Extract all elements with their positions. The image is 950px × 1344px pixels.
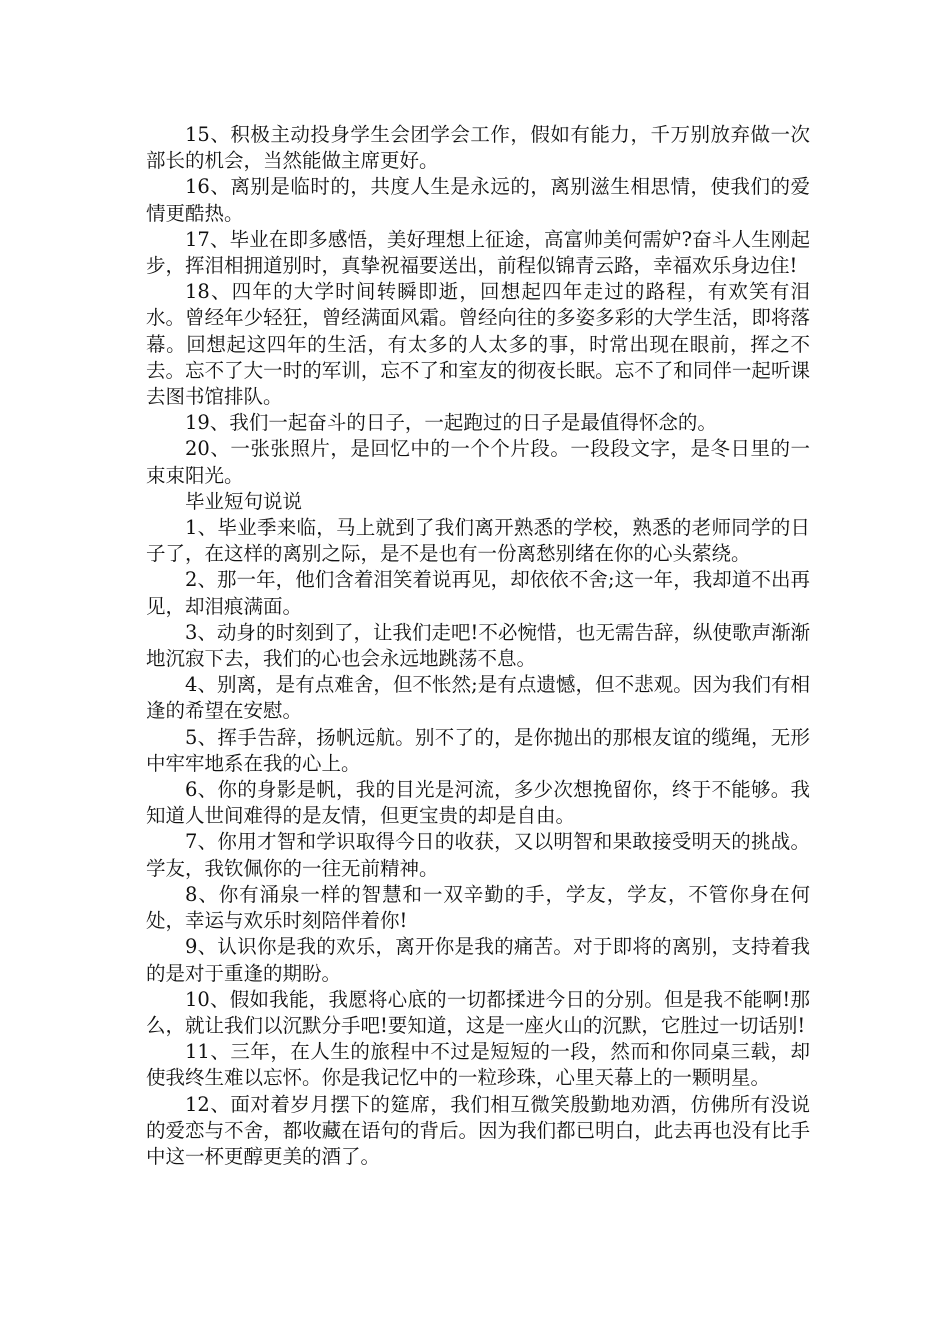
section-paragraph-6: 6、你的身影是帆，我的目光是河流，多少次想挽留你，终于不能够。我知道人世间难得的是友情，但更宝贵的却是自由。 [146,778,810,828]
section-paragraph-12: 12、面对着岁月摆下的筵席，我们相互微笑殷勤地劝酒，仿佛所有没说的爱恋与不舍，都收藏在语句的背后。因为我们都已明白，此去再也没有比手中这一杯更醇更美的酒了。 [146,1092,810,1168]
section-paragraph-11: 11、三年，在人生的旅程中不过是短短的一段，然而和你同桌三载，却使我终生难以忘怀。你是我记忆中的一粒珍珠，心里天幕上的一颗明星。 [146,1040,810,1090]
paragraph-18: 18、四年的大学时间转瞬即逝，回想起四年走过的路程，有欢笑有泪水。曾经年少轻狂，曾经满面风霜。曾经向往的多姿多彩的大学生活，即将落幕。回想起这四年的生活，有太多的人太多的事，时常出现在眼前，挥之不去。忘不了大一时的军训，忘不了和室友的彻夜长眠。忘不了和同伴一起听课去图书馆排队。 [146,280,810,409]
section-paragraph-2: 2、那一年，他们含着泪笑着说再见，却依依不舍;这一年，我却道不出再见，却泪痕满面。 [146,568,810,618]
section-paragraph-5: 5、挥手告辞，扬帆远航。别不了的，是你抛出的那根友谊的缆绳，无形中牢牢地系在我的心上。 [146,725,810,775]
paragraph-16: 16、离别是临时的，共度人生是永远的，离别滋生相思情，使我们的爱情更酷热。 [146,175,810,225]
paragraph-19: 19、我们一起奋斗的日子，一起跑过的日子是最值得怀念的。 [185,411,717,435]
section-paragraph-3: 3、动身的时刻到了，让我们走吧!不必惋惜，也无需告辞，纵使歌声渐渐地沉寂下去，我们的心也会永远地跳荡不息。 [146,620,810,671]
section-paragraph-4: 4、别离，是有点难舍，但不怅然;是有点遗憾，但不悲观。因为我们有相逢的希望在安慰。 [146,673,810,723]
document-body [146,122,810,1170]
section-paragraph-10: 10、假如我能，我愿将心底的一切都揉进今日的分别。但是我不能啊!那么，就让我们以沉默分手吧!要知道，这是一座火山的沉默，它胜过一切话别! [146,987,810,1037]
paragraph-17: 17、毕业在即多感悟，美好理想上征途，高富帅美何需妒?奋斗人生刚起步，挥泪相拥道别时，真挚祝福要送出，前程似锦青云路，幸福欢乐身边住! [146,227,810,278]
section-paragraph-7: 7、你用才智和学识取得今日的收获，又以明智和果敢接受明天的挑战。学友，我钦佩你的一往无前精神。 [146,830,810,880]
paragraph-15: 15、积极主动投身学生会团学会工作，假如有能力，千万别放弃做一次部长的机会，当然能做主席更好。 [146,123,810,173]
section-paragraph-9: 9、认识你是我的欢乐，离开你是我的痛苦。对于即将的离别，支持着我的是对于重逢的期盼。 [146,935,810,985]
section-paragraph-8: 8、你有涌泉一样的智慧和一双辛勤的手，学友，学友，不管你身在何处，幸运与欢乐时刻陪伴着你! [146,882,810,933]
section-heading: 毕业短句说说 [185,489,303,513]
section-paragraph-1: 1、毕业季来临，马上就到了我们离开熟悉的学校，熟悉的老师同学的日子了，在这样的离别之际，是不是也有一份离愁别绪在你的心头萦绕。 [146,516,810,566]
paragraph-20: 20、一张张照片，是回忆中的一个个片段。一段段文字，是冬日里的一束束阳光。 [146,437,810,487]
